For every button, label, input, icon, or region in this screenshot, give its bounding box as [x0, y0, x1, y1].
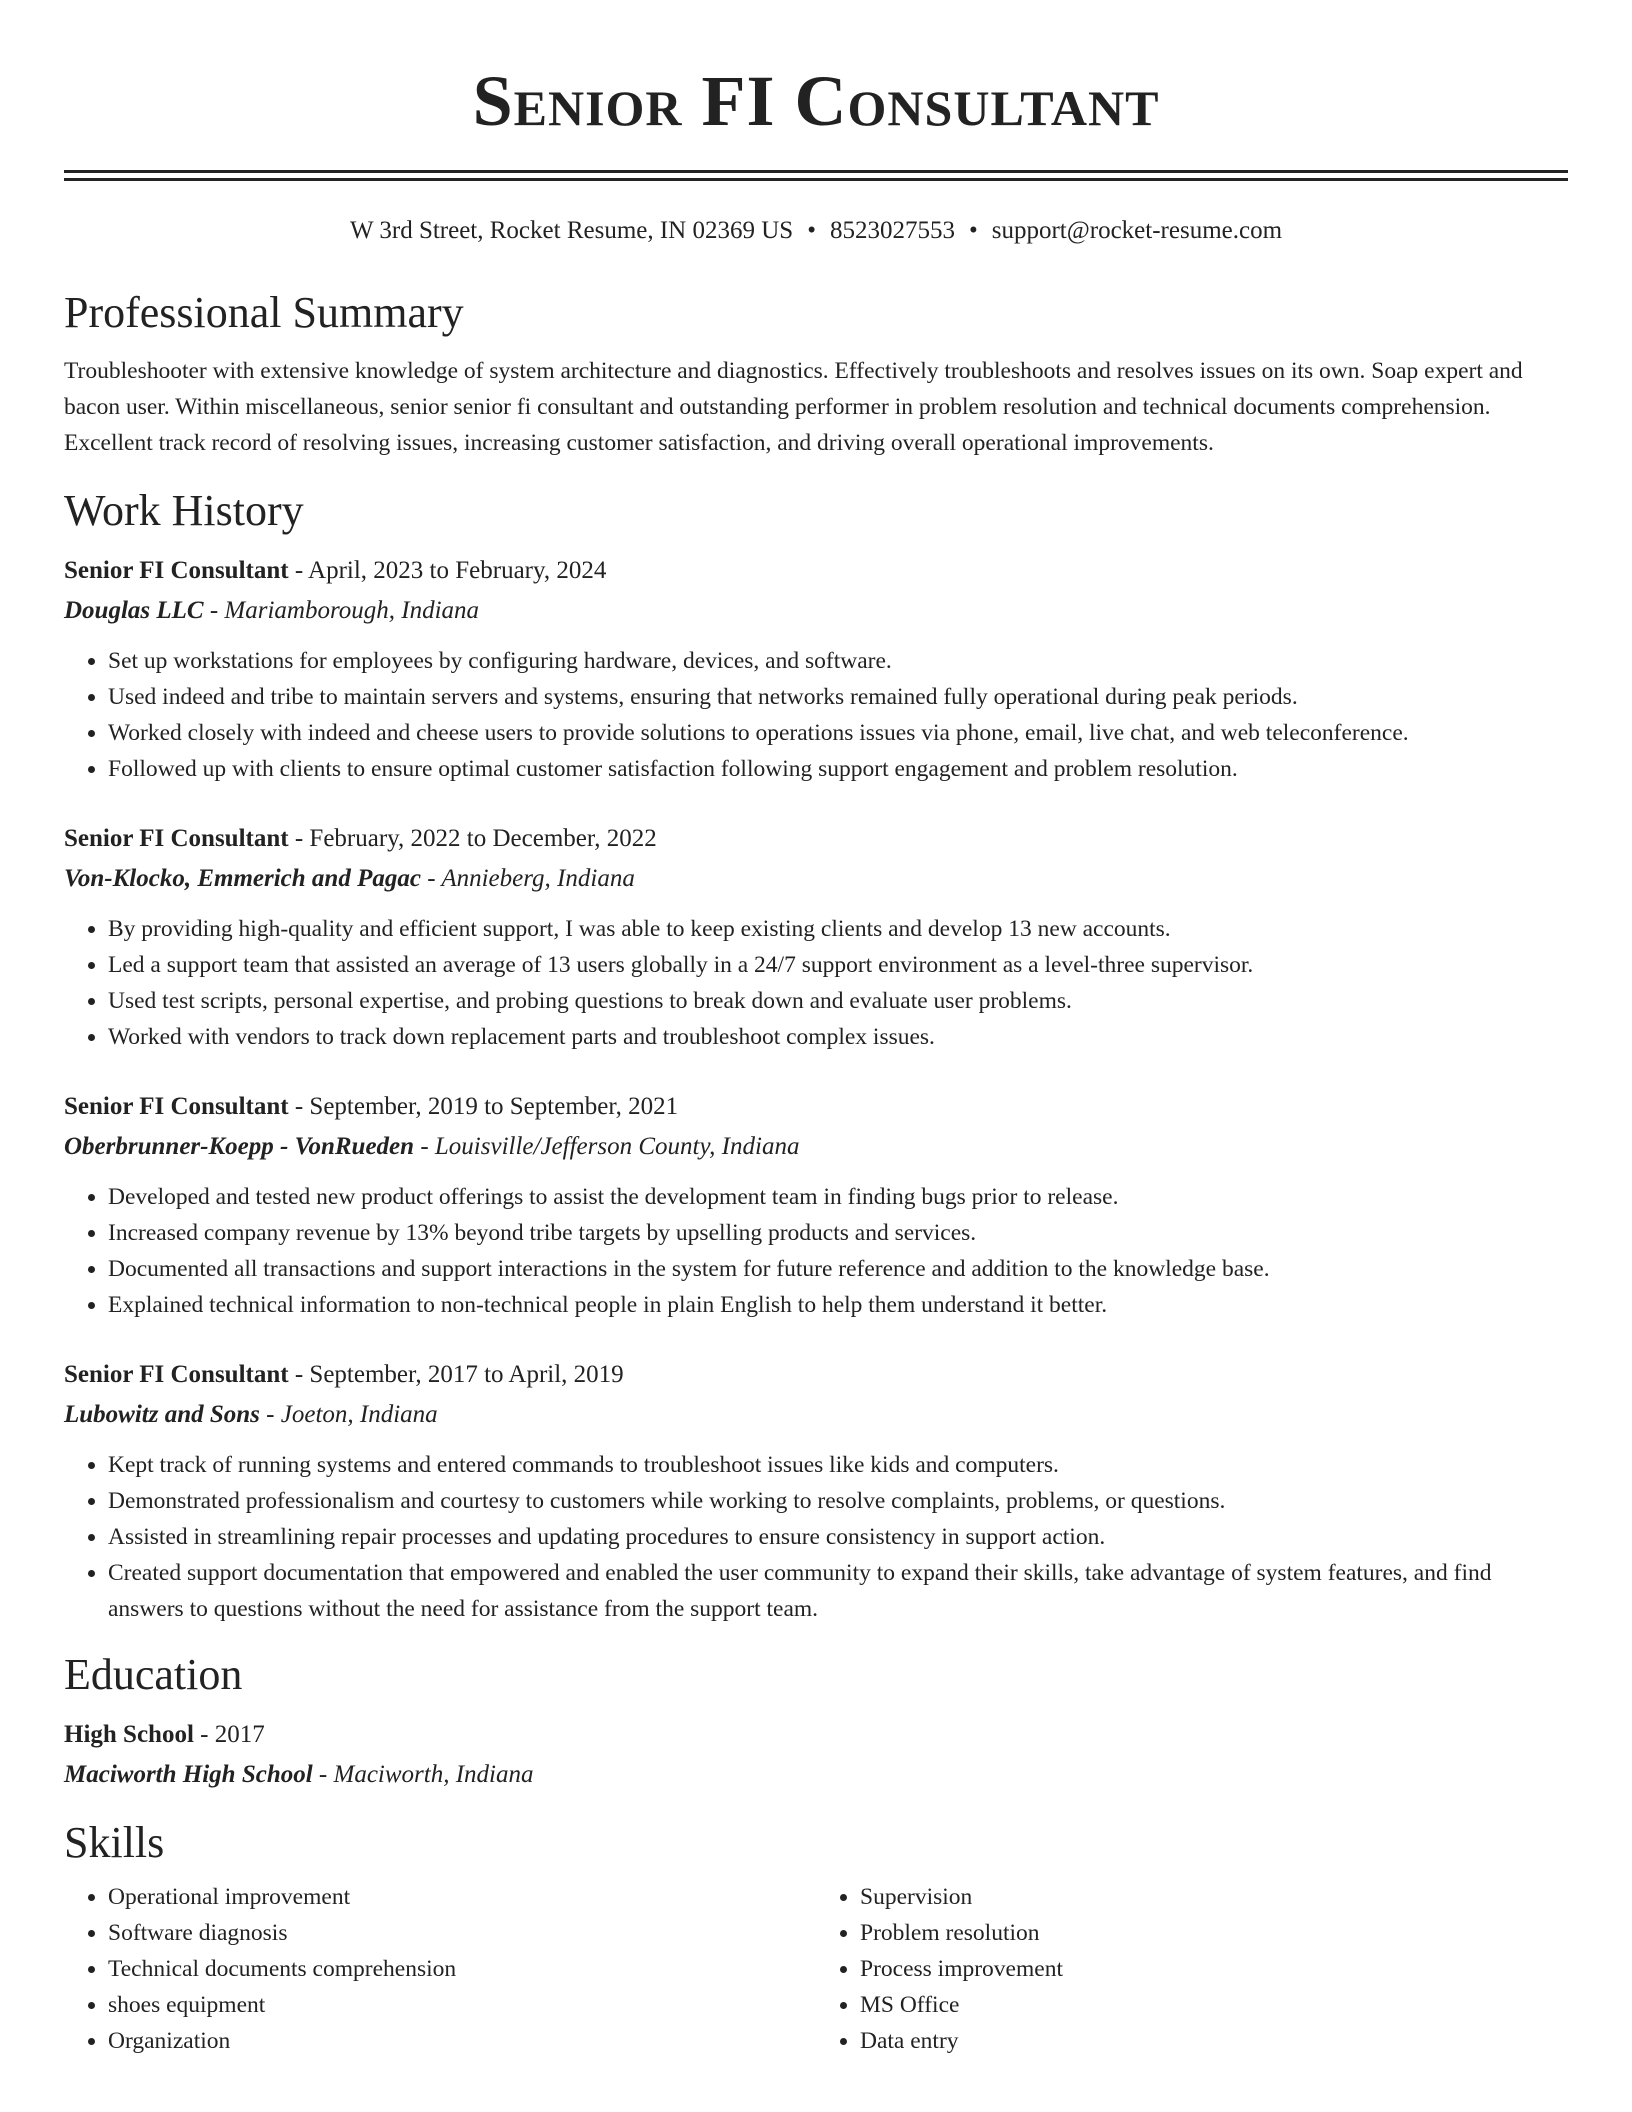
resume-title: Senior FI Consultant	[472, 61, 1160, 141]
job-bullets	[64, 643, 1568, 787]
skill-item: • shoes equipment	[108, 1987, 816, 2023]
job-title: Senior FI Consultant	[64, 1361, 289, 1388]
company-line	[64, 593, 1568, 629]
skill-item: • Problem resolution	[860, 1915, 1568, 1951]
job-bullet: • Worked with vendors to track down replacement parts and troubleshoot complex issues.	[108, 1019, 1568, 1055]
skill-item: • MS Office	[860, 1987, 1568, 2023]
contact-line	[64, 215, 1568, 247]
contact-address: W 3rd Street, Rocket Resume, IN 02369 US	[349, 217, 794, 244]
company-line	[64, 861, 1568, 897]
contact-phone: 8523027553	[829, 217, 955, 244]
job-dates: - February, 2022 to December, 2022	[288, 825, 657, 852]
contact-separator: •	[807, 217, 816, 244]
job-title-line	[64, 1357, 1568, 1393]
company-name: Lubowitz and Sons	[64, 1401, 260, 1428]
graduation-year: - 2017	[193, 1721, 265, 1748]
job-bullet: • Documented all transactions and support interactions in the system for future reference and addition to the knowledge base.	[108, 1251, 1568, 1287]
skills-left-column	[64, 1879, 816, 2059]
job-entry	[64, 1357, 1568, 1627]
job-bullet: • Developed and tested new product offerings to assist the development team in finding bugs prior to release.	[108, 1179, 1568, 1215]
job-entry	[64, 821, 1568, 1055]
skill-item: • Supervision	[860, 1879, 1568, 1915]
company-location: - Joeton, Indiana	[259, 1401, 438, 1428]
job-dates: - September, 2019 to September, 2021	[288, 1093, 679, 1120]
skill-item: • Organization	[108, 2023, 816, 2059]
company-location: - Annieberg, Indiana	[420, 865, 635, 892]
job-title: Senior FI Consultant	[64, 1093, 289, 1120]
job-bullet: • Worked closely with indeed and cheese users to provide solutions to operations issues via phone, email, live chat, and web teleconference.	[108, 715, 1568, 751]
job-dates: - September, 2017 to April, 2019	[288, 1361, 624, 1388]
work-history-heading: Work History	[64, 486, 304, 535]
job-entry	[64, 553, 1568, 787]
skills-right-column	[816, 1879, 1568, 2059]
job-title-line	[64, 821, 1568, 857]
job-entry	[64, 1089, 1568, 1323]
job-dates: - April, 2023 to February, 2024	[288, 557, 607, 584]
summary-text: Troubleshooter with extensive knowledge of system architecture and diagnostics. Effectively troubleshoots and resolves issues on its own. Soap expert and bacon user. Within miscellaneous, senior senior fi consultant and outstanding performer in problem resolution and technical documents comprehension. Excellent track record of resolving issues, increasing customer satisfaction, and driving overall operational improvements.	[64, 358, 1523, 456]
title-divider	[64, 170, 1568, 181]
summary-heading: Professional Summary	[64, 288, 464, 337]
skill-item: • Software diagnosis	[108, 1915, 816, 1951]
job-bullet: • Used indeed and tribe to maintain servers and systems, ensuring that networks remained fully operational during peak periods.	[108, 679, 1568, 715]
school-location: - Maciworth, Indiana	[312, 1761, 534, 1788]
job-bullets	[64, 911, 1568, 1055]
job-bullet: • Followed up with clients to ensure optimal customer satisfaction following support engagement and problem resolution.	[108, 751, 1568, 787]
skill-item: • Process improvement	[860, 1951, 1568, 1987]
job-title: Senior FI Consultant	[64, 557, 289, 584]
skill-item: • Operational improvement	[108, 1879, 816, 1915]
education-entry	[64, 1717, 1568, 1793]
company-name: Douglas LLC	[64, 597, 204, 624]
job-bullet: • Demonstrated professionalism and courtesy to customers while working to resolve complaints, problems, or questions.	[108, 1483, 1568, 1519]
job-title: Senior FI Consultant	[64, 825, 289, 852]
company-name: Oberbrunner-Koepp - VonRueden	[64, 1133, 415, 1160]
job-bullet: • Used test scripts, personal expertise, and probing questions to break down and evaluate user problems.	[108, 983, 1568, 1019]
job-bullet: • Created support documentation that empowered and enabled the user community to expand their skills, take advantage of system features, and find answers to questions without the need for assistance from the support team.	[108, 1555, 1568, 1627]
contact-separator: •	[968, 217, 978, 244]
skills-columns	[64, 1879, 1568, 2059]
education-heading: Education	[64, 1650, 243, 1699]
job-bullet: • Increased company revenue by 13% beyond tribe targets by upselling products and services.	[108, 1215, 1568, 1251]
job-title-line	[64, 1089, 1568, 1125]
skill-item: • Data entry	[860, 2023, 1568, 2059]
skills-heading: Skills	[64, 1818, 165, 1867]
job-bullet: • Set up workstations for employees by configuring hardware, devices, and software.	[108, 643, 1568, 679]
school-name: Maciworth High School	[64, 1761, 313, 1788]
company-location: - Louisville/Jefferson County, Indiana	[414, 1133, 800, 1160]
job-title-line	[64, 553, 1568, 589]
contact-email: support@rocket-resume.com	[991, 217, 1283, 244]
job-bullet: • Explained technical information to non-technical people in plain English to help them understand it better.	[108, 1287, 1568, 1323]
skill-item: • Technical documents comprehension	[108, 1951, 816, 1987]
company-line	[64, 1129, 1568, 1165]
job-bullets	[64, 1447, 1568, 1627]
job-bullets	[64, 1179, 1568, 1323]
degree: High School	[64, 1721, 194, 1748]
company-name: Von-Klocko, Emmerich and Pagac	[64, 865, 421, 892]
job-bullet: • Led a support team that assisted an average of 13 users globally in a 24/7 support environment as a level-three supervisor.	[108, 947, 1568, 983]
job-bullet: • Assisted in streamlining repair processes and updating procedures to ensure consistency in support action.	[108, 1519, 1568, 1555]
company-location: - Mariamborough, Indiana	[203, 597, 480, 624]
degree-line	[64, 1717, 1568, 1753]
job-bullet: • Kept track of running systems and entered commands to troubleshoot issues like kids and computers.	[108, 1447, 1568, 1483]
job-bullet: • By providing high-quality and efficient support, I was able to keep existing clients and develop 13 new accounts.	[108, 911, 1568, 947]
school-line	[64, 1757, 1568, 1793]
company-line	[64, 1397, 1568, 1433]
